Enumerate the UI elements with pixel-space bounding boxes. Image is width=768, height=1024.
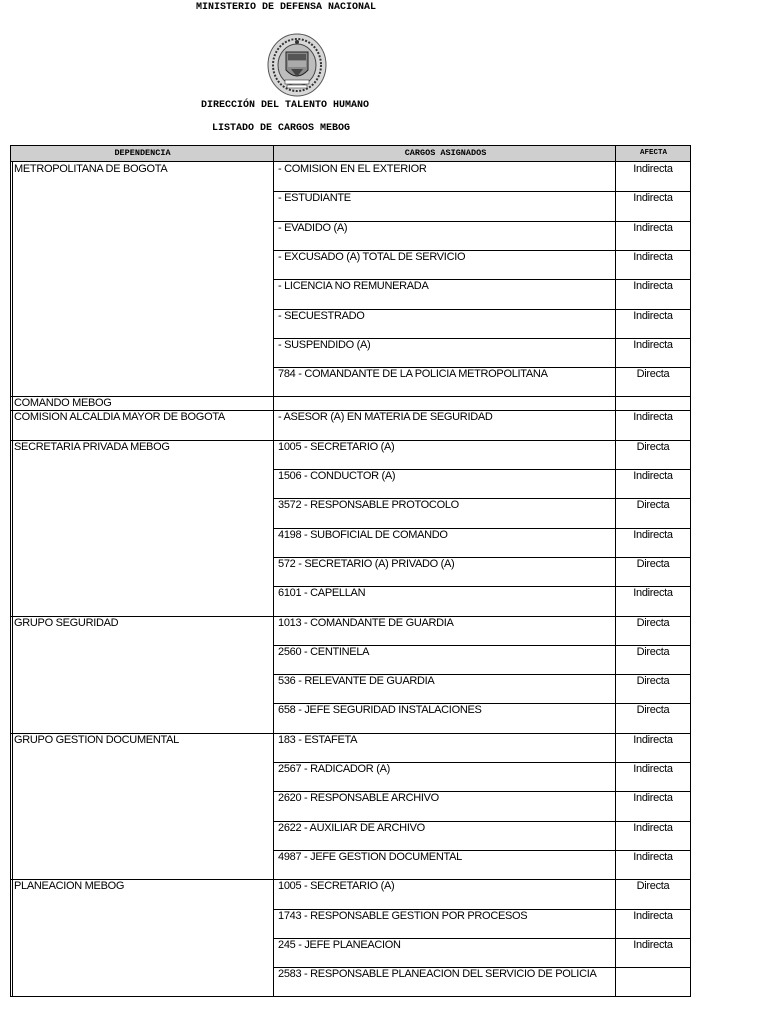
afecta-cell: Indirecta: [633, 309, 673, 322]
afecta-cell: Directa: [636, 440, 670, 453]
cargo-cell: 1005 - SECRETARIO (A): [278, 440, 395, 453]
cargo-cell: 3572 - RESPONSABLE PROTOCOLO: [278, 499, 459, 512]
header-afecta: AFECTA: [639, 149, 667, 157]
dependencia-cell: COMANDO MEBOG: [14, 397, 112, 410]
group-divider: [10, 396, 691, 397]
row-divider: [273, 821, 691, 822]
row-divider: [273, 367, 691, 368]
header-cargos: CARGOS ASIGNADOS: [404, 148, 487, 158]
afecta-cell: Indirecta: [633, 763, 673, 775]
afecta-cell: Indirecta: [633, 280, 673, 293]
row-divider: [273, 338, 691, 339]
row-divider: [273, 191, 691, 192]
row-divider: [273, 250, 691, 251]
row-divider: [273, 586, 691, 587]
cargo-cell: - COMISION EN EL EXTERIOR: [278, 163, 427, 175]
cargo-cell: - ASESOR (A) EN MATERIA DE SEGURIDAD: [278, 411, 493, 424]
afecta-cell: Indirecta: [633, 850, 673, 863]
cargo-cell: 1743 - RESPONSABLE GESTION POR PROCESOS: [278, 909, 528, 922]
afecta-cell: Directa: [636, 675, 670, 688]
cargo-cell: 658 - JEFE SEGURIDAD INSTALACIONES: [278, 704, 482, 717]
dependencia-cell: GRUPO GESTION DOCUMENTAL: [14, 733, 179, 746]
policia-nacional-seal-icon: [266, 32, 328, 98]
afecta-cell: Indirecta: [633, 221, 673, 234]
afecta-cell: Indirecta: [633, 821, 673, 834]
afecta-cell: Indirecta: [633, 163, 673, 175]
cargo-cell: - EXCUSADO (A) TOTAL DE SERVICIO: [278, 250, 466, 263]
afecta-cell: Indirecta: [633, 192, 673, 205]
afecta-cell: Indirecta: [633, 938, 673, 951]
group-divider: [10, 996, 691, 997]
left-border: [10, 145, 11, 996]
direction-title: DIRECCIÓN DEL TALENTO HUMANO: [201, 100, 370, 111]
row-divider: [273, 909, 691, 910]
row-divider: [273, 221, 691, 222]
row-divider: [273, 498, 691, 499]
afecta-cell: Directa: [636, 557, 670, 570]
listing-title: LISTADO DE CARGOS MEBOG: [212, 123, 351, 134]
column-divider-1: [273, 145, 274, 996]
row-divider: [273, 762, 691, 763]
row-divider: [273, 309, 691, 310]
cargo-cell: 245 - JEFE PLANEACION: [278, 938, 401, 951]
cargo-cell: 2620 - RESPONSABLE ARCHIVO: [278, 792, 439, 805]
row-divider: [273, 938, 691, 939]
afecta-cell: Indirecta: [633, 909, 673, 922]
cargo-cell: - SECUESTRADO: [278, 309, 365, 322]
right-border: [690, 145, 691, 996]
afecta-cell: Indirecta: [633, 792, 673, 805]
afecta-cell: Indirecta: [633, 733, 673, 746]
cargo-cell: 4198 - SUBOFICIAL DE COMANDO: [278, 528, 448, 541]
cargo-cell: 536 - RELEVANTE DE GUARDIA: [278, 675, 435, 688]
row-divider: [273, 279, 691, 280]
cargo-cell: - SUSPENDIDO (A): [278, 338, 371, 351]
afecta-cell: Indirecta: [633, 528, 673, 541]
afecta-cell: Directa: [636, 368, 670, 381]
cargo-cell: 1506 - CONDUCTOR (A): [278, 470, 396, 482]
cargo-cell: 1005 - SECRETARIO (A): [278, 880, 395, 893]
afecta-cell: Directa: [636, 880, 670, 893]
cargo-cell: 784 - COMANDANTE DE LA POLICIA METROPOLITANA: [278, 368, 548, 381]
header-dependencia: DEPENDENCIA: [114, 148, 171, 158]
cargo-cell: 2622 - AUXILIAR DE ARCHIVO: [278, 821, 425, 834]
ministry-title: MINISTERIO DE DEFENSA NACIONAL: [196, 2, 377, 13]
row-divider: [273, 967, 691, 968]
cargo-cell: 183 - ESTAFETA: [278, 733, 358, 746]
dependencia-cell: COMISION ALCALDIA MAYOR DE BOGOTA: [14, 411, 225, 424]
cargo-cell: 2583 - RESPONSABLE PLANEACION DEL SERVICIO DE POLICIA: [278, 968, 597, 981]
cargo-cell: 2560 - CENTINELA: [278, 645, 370, 658]
cargo-cell: 572 - SECRETARIO (A) PRIVADO (A): [278, 557, 455, 570]
afecta-cell: Indirecta: [633, 250, 673, 263]
afecta-cell: Directa: [636, 616, 670, 629]
column-divider-2: [615, 145, 616, 996]
dependencia-cell: SECRETARIA PRIVADA MEBOG: [14, 440, 170, 453]
left-inner-border: [12, 162, 13, 996]
row-divider: [273, 791, 691, 792]
afecta-cell: Directa: [636, 704, 670, 717]
dependencia-cell: METROPOLITANA DE BOGOTA: [14, 163, 168, 175]
afecta-cell: Indirecta: [633, 587, 673, 600]
row-divider: [273, 528, 691, 529]
cargo-cell: 4987 - JEFE GESTION DOCUMENTAL: [278, 850, 462, 863]
row-divider: [273, 469, 691, 470]
row-divider: [273, 850, 691, 851]
cargo-cell: - ESTUDIANTE: [278, 192, 351, 205]
afecta-cell: Indirecta: [633, 338, 673, 351]
row-divider: [273, 557, 691, 558]
afecta-cell: Directa: [636, 645, 670, 658]
cargo-cell: 6101 - CAPELLAN: [278, 587, 366, 600]
cargo-cell: - LICENCIA NO REMUNERADA: [278, 280, 429, 293]
row-divider: [273, 674, 691, 675]
row-divider: [273, 645, 691, 646]
afecta-cell: Directa: [636, 499, 670, 512]
cargo-cell: 2567 - RADICADOR (A): [278, 763, 390, 775]
dependencia-cell: PLANEACION MEBOG: [14, 880, 125, 893]
afecta-cell: Indirecta: [633, 470, 673, 482]
row-divider: [273, 703, 691, 704]
table-header-row: [10, 145, 691, 162]
afecta-cell: Indirecta: [633, 411, 673, 424]
dependencia-cell: GRUPO SEGURIDAD: [14, 616, 119, 629]
cargo-cell: - EVADIDO (A): [278, 221, 348, 234]
cargo-cell: 1013 - COMANDANTE DE GUARDIA: [278, 616, 454, 629]
